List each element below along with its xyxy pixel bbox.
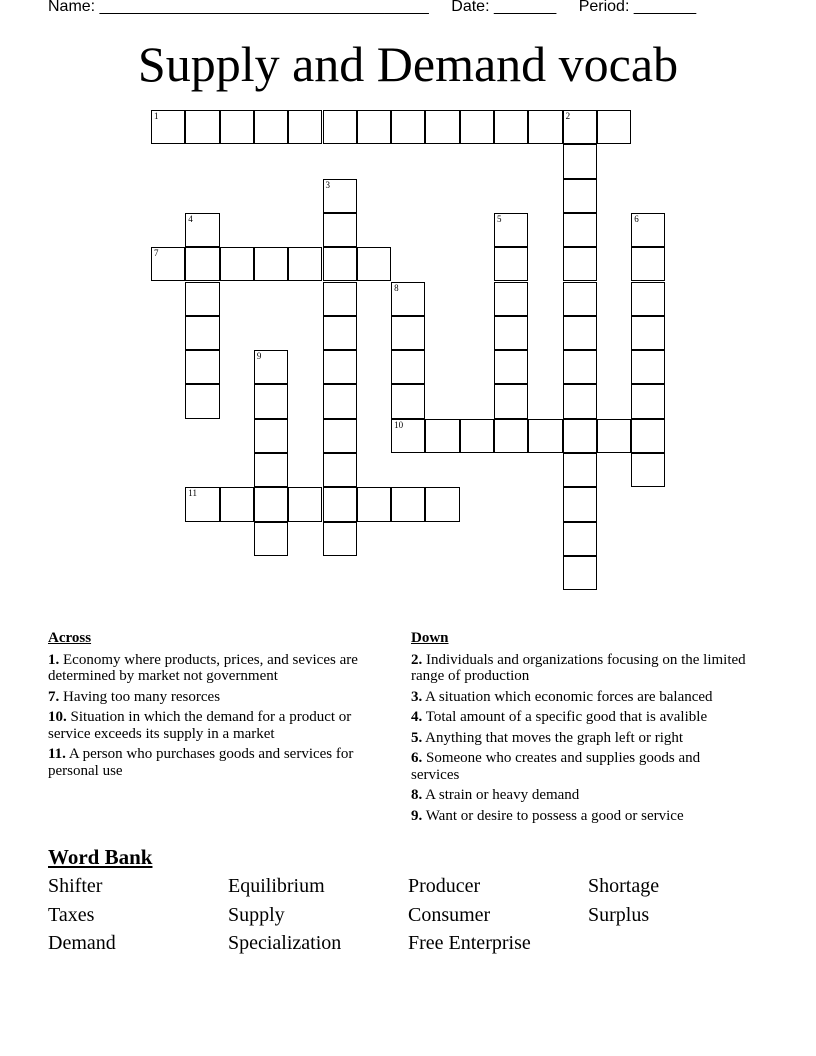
crossword-cell[interactable] <box>563 247 597 281</box>
crossword-cell[interactable] <box>597 110 631 144</box>
crossword-cell[interactable] <box>185 282 219 316</box>
crossword-cell[interactable] <box>631 213 665 247</box>
crossword-cell[interactable] <box>563 144 597 178</box>
crossword-cell[interactable] <box>391 384 425 418</box>
crossword-cell[interactable] <box>220 487 254 521</box>
crossword-cell[interactable] <box>563 522 597 556</box>
clue-down-2 <box>411 652 751 685</box>
clue-text: Total amount of a specific good that is avalible <box>422 709 708 725</box>
clue-number: 9. <box>411 807 423 824</box>
clue-number: 5. <box>411 729 423 746</box>
crossword-cell[interactable] <box>323 419 357 453</box>
word-bank-item: Supply <box>228 903 285 926</box>
crossword-cell[interactable] <box>391 316 425 350</box>
clue-across-1 <box>48 652 393 685</box>
date-field[interactable]: Date: _______ <box>451 0 557 15</box>
clue-text: A situation which economic forces are balanced <box>422 688 713 705</box>
clue-number: 4. <box>411 709 423 725</box>
clue-number: 3. <box>411 688 423 705</box>
clue-text: Individuals and organizations focusing on the limited range of production <box>411 651 746 684</box>
crossword-cell[interactable] <box>494 419 528 453</box>
crossword-cell[interactable] <box>151 247 185 281</box>
crossword-cell[interactable] <box>323 487 357 521</box>
clue-number-label: 8 <box>394 282 399 293</box>
crossword-cell[interactable] <box>391 487 425 521</box>
clue-text: Want or desire to possess a good or service <box>422 807 684 824</box>
clue-number-label: 4 <box>188 213 193 224</box>
crossword-cell[interactable] <box>425 487 459 521</box>
word-bank-item: Surplus <box>588 903 650 926</box>
clue-number-label: 11 <box>188 488 197 499</box>
clue-down-5 <box>411 730 751 747</box>
crossword-cell[interactable] <box>460 419 494 453</box>
crossword-cell[interactable] <box>288 110 322 144</box>
crossword-cell[interactable] <box>631 453 665 487</box>
crossword-cell[interactable] <box>254 110 288 144</box>
crossword-cell[interactable] <box>563 213 597 247</box>
clue-text: Situation in which the demand for a product or service exceeds its supply in a market <box>48 709 352 742</box>
clue-down-6 <box>411 750 751 783</box>
crossword-cell[interactable] <box>460 110 494 144</box>
crossword-cell[interactable] <box>528 110 562 144</box>
word-bank-item: Specialization <box>228 932 342 954</box>
clue-across-7 <box>48 689 393 706</box>
crossword-cell[interactable] <box>185 110 219 144</box>
clue-text: Economy where products, prices, and sevices are determined by market not government <box>48 651 358 684</box>
crossword-cell[interactable] <box>357 487 391 521</box>
word-bank-item: Shortage <box>588 875 660 897</box>
crossword-cell[interactable] <box>185 350 219 384</box>
crossword-cell[interactable] <box>494 247 528 281</box>
crossword-cell[interactable] <box>597 419 631 453</box>
crossword-cell[interactable] <box>323 213 357 247</box>
crossword-cell[interactable] <box>391 282 425 316</box>
clue-text: A person who purchases goods and services for personal use <box>48 746 354 779</box>
period-field[interactable]: Period: _______ <box>578 0 697 15</box>
crossword-cell[interactable] <box>185 487 219 521</box>
crossword-cell[interactable] <box>323 316 357 350</box>
crossword-cell[interactable] <box>391 110 425 144</box>
crossword-cell[interactable] <box>323 282 357 316</box>
clue-number-label: 9 <box>256 351 262 362</box>
crossword-cell[interactable] <box>288 247 322 281</box>
clue-number: 6. <box>411 750 423 766</box>
crossword-cell[interactable] <box>254 487 288 521</box>
crossword-cell[interactable] <box>631 247 665 281</box>
crossword-cell[interactable] <box>254 453 288 487</box>
clue-number-label: 1 <box>154 111 159 121</box>
crossword-cell[interactable] <box>391 419 425 453</box>
clue-number: 8. <box>411 787 423 803</box>
crossword-cell[interactable] <box>631 384 665 418</box>
clue-across-10 <box>48 709 393 742</box>
word-bank-item: Producer <box>408 875 481 897</box>
clue-number-label: 7 <box>154 248 159 259</box>
word-bank-item: Equilibrium <box>228 875 325 897</box>
crossword-cell[interactable] <box>323 522 357 556</box>
crossword-cell[interactable] <box>563 282 597 316</box>
word-bank-item: Demand <box>48 932 116 954</box>
crossword-cell[interactable] <box>220 110 254 144</box>
crossword-cell[interactable] <box>631 316 665 350</box>
crossword-cell[interactable] <box>563 350 597 384</box>
crossword-cell[interactable] <box>494 213 528 247</box>
crossword-cell[interactable] <box>323 453 357 487</box>
crossword-cell[interactable] <box>185 384 219 418</box>
name-field[interactable]: Name: _____________________________________ <box>48 0 429 15</box>
crossword-cell[interactable] <box>151 110 185 144</box>
clue-down-9 <box>411 808 751 825</box>
crossword-grid <box>151 110 666 590</box>
crossword-cell[interactable] <box>494 384 528 418</box>
clue-number-label: 6 <box>634 213 639 224</box>
crossword-cell[interactable] <box>357 247 391 281</box>
crossword-cell[interactable] <box>631 350 665 384</box>
word-bank-item: Shifter <box>48 875 103 897</box>
crossword-cell[interactable] <box>563 453 597 487</box>
crossword-cell[interactable] <box>425 110 459 144</box>
crossword-cell[interactable] <box>185 213 219 247</box>
clue-down-4 <box>411 709 751 726</box>
crossword-cell[interactable] <box>254 419 288 453</box>
crossword-cell[interactable] <box>185 247 219 281</box>
crossword-cell[interactable] <box>631 282 665 316</box>
clue-number-label: 2 <box>565 111 571 121</box>
crossword-cell[interactable] <box>494 282 528 316</box>
clue-number: 1. <box>48 651 60 668</box>
word-bank <box>48 874 768 955</box>
word-bank-title: Word Bank <box>48 845 153 869</box>
crossword-cell[interactable] <box>563 110 597 144</box>
clue-text: Having too many resorces <box>59 688 221 705</box>
crossword-cell[interactable] <box>563 179 597 213</box>
clue-number: 2. <box>411 651 423 668</box>
crossword-cell[interactable] <box>254 247 288 281</box>
crossword-cell[interactable] <box>357 110 391 144</box>
crossword-cell[interactable] <box>563 487 597 521</box>
clue-text: A strain or heavy demand <box>422 787 580 803</box>
crossword-cell[interactable] <box>254 384 288 418</box>
crossword-cell[interactable] <box>563 384 597 418</box>
crossword-cell[interactable] <box>185 316 219 350</box>
crossword-cell[interactable] <box>631 419 665 453</box>
clue-number: 11. <box>48 746 66 762</box>
crossword-cell[interactable] <box>425 419 459 453</box>
word-bank-item: Free Enterprise <box>408 932 531 954</box>
crossword-cell[interactable] <box>563 556 597 590</box>
clue-number-label: 3 <box>325 179 330 190</box>
crossword-cell[interactable] <box>494 350 528 384</box>
crossword-cell[interactable] <box>563 419 597 453</box>
word-bank-item: Consumer <box>408 903 491 926</box>
crossword-cell[interactable] <box>220 247 254 281</box>
crossword-cell[interactable] <box>323 179 357 213</box>
crossword-cell[interactable] <box>323 110 357 144</box>
clue-number-label: 5 <box>497 213 502 224</box>
clue-text: Anything that moves the graph left or right <box>422 729 684 746</box>
down-heading: Down <box>411 630 449 646</box>
clue-across-11 <box>48 746 393 779</box>
clue-down-3 <box>411 689 751 706</box>
crossword-cell[interactable] <box>494 110 528 144</box>
crossword-cell[interactable] <box>528 419 562 453</box>
down-clues <box>411 630 751 828</box>
clue-text: Someone who creates and supplies goods and services <box>411 750 701 783</box>
across-heading: Across <box>48 630 92 646</box>
crossword-cell[interactable] <box>323 384 357 418</box>
crossword-cell[interactable] <box>563 316 597 350</box>
crossword-cell[interactable] <box>288 487 322 521</box>
crossword-cell[interactable] <box>494 316 528 350</box>
crossword-cell[interactable] <box>254 350 288 384</box>
student-info-header <box>48 0 714 16</box>
crossword-cell[interactable] <box>323 247 357 281</box>
clue-down-8 <box>411 787 751 804</box>
crossword-cell[interactable] <box>254 522 288 556</box>
crossword-cell[interactable] <box>323 350 357 384</box>
word-bank-item: Taxes <box>48 903 95 926</box>
across-clues <box>48 630 393 783</box>
page-title: Supply and Demand vocab <box>137 36 679 92</box>
clue-number-label: 10 <box>394 419 404 430</box>
clue-number: 7. <box>48 688 60 705</box>
crossword-cell[interactable] <box>391 350 425 384</box>
clue-number: 10. <box>48 709 67 725</box>
